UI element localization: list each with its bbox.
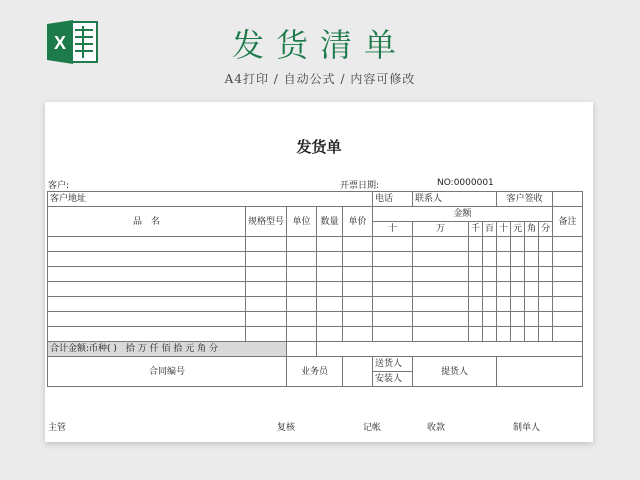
contact-label: 联系人 — [413, 192, 497, 207]
empty-cell — [48, 312, 246, 327]
empty-cell — [539, 312, 553, 327]
address-row — [48, 192, 583, 207]
empty-cell — [317, 327, 343, 342]
total-empty-cell — [317, 342, 583, 357]
table-row — [48, 252, 583, 267]
empty-cell — [539, 327, 553, 342]
empty-cell — [553, 237, 583, 252]
empty-cell — [497, 267, 511, 282]
empty-cell — [48, 297, 246, 312]
empty-cell — [246, 312, 287, 327]
empty-cell — [317, 312, 343, 327]
empty-cell — [246, 237, 287, 252]
empty-cell — [469, 267, 483, 282]
table-row — [48, 312, 583, 327]
column-header-row-1 — [48, 207, 583, 222]
salesman-value — [343, 357, 373, 387]
table-row — [48, 282, 583, 297]
customer-label: 客户: — [48, 181, 70, 191]
empty-cell — [525, 312, 539, 327]
empty-cell — [497, 312, 511, 327]
empty-cell — [469, 327, 483, 342]
empty-cell — [373, 297, 413, 312]
empty-cell — [287, 327, 317, 342]
digit-ten-thousand-tens: 十 — [373, 222, 413, 237]
total-amount-label: 合计金额:币种( ) 拾 万 仟 佰 拾 元 角 分 — [48, 342, 287, 357]
empty-cell — [497, 252, 511, 267]
empty-cell — [483, 267, 497, 282]
column-unit: 单位 — [287, 207, 317, 237]
table-row — [48, 297, 583, 312]
digit-fen: 分 — [539, 222, 553, 237]
maker-label: 制单人 — [513, 423, 541, 433]
empty-cell — [511, 282, 525, 297]
empty-cell — [373, 327, 413, 342]
empty-cell — [525, 282, 539, 297]
empty-cell — [287, 267, 317, 282]
empty-cell — [373, 267, 413, 282]
empty-cell — [343, 327, 373, 342]
empty-cell — [246, 297, 287, 312]
empty-cell — [511, 327, 525, 342]
installer-label: 安装人 — [373, 372, 413, 387]
digit-ten-thousand: 万 — [413, 222, 469, 237]
item-rows — [48, 237, 583, 342]
page-title: 发货清单 — [231, 26, 408, 64]
empty-cell — [246, 252, 287, 267]
empty-cell — [539, 267, 553, 282]
empty-cell — [469, 237, 483, 252]
column-unit-price: 单价 — [343, 207, 373, 237]
empty-cell — [483, 237, 497, 252]
total-cell — [287, 342, 317, 357]
empty-cell — [525, 327, 539, 342]
empty-cell — [287, 312, 317, 327]
empty-cell — [413, 252, 469, 267]
supervisor-label: 主管 — [48, 423, 67, 433]
digit-jiao: 角 — [525, 222, 539, 237]
empty-cell — [553, 252, 583, 267]
deliverer-label: 送货人 — [373, 357, 413, 372]
page-subtitle: A4打印 / 自动公式 / 内容可修改 — [224, 72, 416, 86]
empty-cell — [553, 297, 583, 312]
empty-cell — [525, 237, 539, 252]
invoice-table — [47, 191, 583, 387]
empty-cell — [413, 282, 469, 297]
salesman-label: 业务员 — [287, 357, 343, 387]
table-row — [48, 237, 583, 252]
empty-cell — [539, 252, 553, 267]
contract-number-label: 合同编号 — [48, 357, 287, 387]
empty-cell — [497, 327, 511, 342]
table-row — [48, 267, 583, 282]
document-title: 发货单 — [296, 138, 342, 156]
empty-cell — [48, 267, 246, 282]
empty-cell — [317, 267, 343, 282]
table-row — [48, 327, 583, 342]
column-note: 备注 — [553, 207, 583, 237]
empty-cell — [497, 282, 511, 297]
empty-cell — [553, 312, 583, 327]
empty-cell — [483, 312, 497, 327]
cashier-label: 收款 — [427, 423, 446, 433]
empty-cell — [539, 297, 553, 312]
empty-cell — [343, 297, 373, 312]
empty-cell — [511, 252, 525, 267]
empty-cell — [287, 237, 317, 252]
empty-cell — [511, 267, 525, 282]
empty-cell — [343, 282, 373, 297]
empty-cell — [511, 237, 525, 252]
empty-cell — [525, 252, 539, 267]
empty-cell — [317, 237, 343, 252]
empty-cell — [511, 312, 525, 327]
digit-yuan: 元 — [511, 222, 525, 237]
column-amount: 金额 — [373, 207, 553, 222]
empty-cell — [246, 282, 287, 297]
invoice-sheet — [45, 102, 593, 442]
empty-cell — [287, 282, 317, 297]
empty-cell — [48, 252, 246, 267]
empty-cell — [317, 297, 343, 312]
empty-cell — [483, 282, 497, 297]
empty-cell — [553, 327, 583, 342]
empty-cell — [539, 237, 553, 252]
empty-cell — [373, 252, 413, 267]
signature-row-1 — [48, 357, 583, 372]
phone-label: 电话 — [373, 192, 413, 207]
empty-cell — [343, 267, 373, 282]
digit-ten: 十 — [497, 222, 511, 237]
empty-cell — [373, 312, 413, 327]
empty-cell — [469, 252, 483, 267]
empty-cell — [287, 252, 317, 267]
empty-cell — [343, 312, 373, 327]
empty-cell — [539, 282, 553, 297]
empty-cell — [497, 237, 511, 252]
empty-cell — [246, 327, 287, 342]
column-spec: 规格型号 — [246, 207, 287, 237]
empty-cell — [469, 282, 483, 297]
empty-cell — [373, 237, 413, 252]
empty-cell — [373, 282, 413, 297]
empty-cell — [525, 297, 539, 312]
reviewer-label: 复核 — [277, 423, 296, 433]
pickup-label: 提货人 — [413, 357, 497, 387]
empty-cell — [413, 267, 469, 282]
empty-cell — [48, 327, 246, 342]
empty-cell — [317, 282, 343, 297]
empty-cell — [48, 282, 246, 297]
empty-cell — [317, 252, 343, 267]
digit-hundred: 百 — [483, 222, 497, 237]
bookkeeper-label: 记帐 — [363, 423, 382, 433]
customer-sign-label: 客户签收 — [497, 192, 553, 207]
empty-cell — [413, 327, 469, 342]
empty-cell — [483, 297, 497, 312]
excel-logo-icon — [45, 18, 101, 66]
column-product-name: 品 名 — [48, 207, 246, 237]
pickup-value — [497, 357, 583, 387]
empty-cell — [553, 267, 583, 282]
empty-cell — [497, 297, 511, 312]
empty-cell — [525, 267, 539, 282]
empty-cell — [413, 312, 469, 327]
empty-cell — [287, 297, 317, 312]
digit-thousand: 千 — [469, 222, 483, 237]
empty-cell — [343, 252, 373, 267]
empty-cell — [483, 327, 497, 342]
empty-cell — [413, 237, 469, 252]
svg-text:X: X — [53, 33, 67, 53]
empty-cell — [511, 297, 525, 312]
address-empty-cell — [553, 192, 583, 207]
invoice-number: NO:0000001 — [437, 178, 494, 188]
column-quantity: 数量 — [317, 207, 343, 237]
empty-cell — [469, 297, 483, 312]
empty-cell — [413, 297, 469, 312]
total-row — [48, 342, 583, 357]
empty-cell — [469, 312, 483, 327]
address-label: 客户地址 — [48, 192, 373, 207]
invoice-date-label: 开票日期: — [340, 181, 380, 191]
empty-cell — [553, 282, 583, 297]
empty-cell — [48, 237, 246, 252]
empty-cell — [246, 267, 287, 282]
empty-cell — [343, 237, 373, 252]
empty-cell — [483, 252, 497, 267]
